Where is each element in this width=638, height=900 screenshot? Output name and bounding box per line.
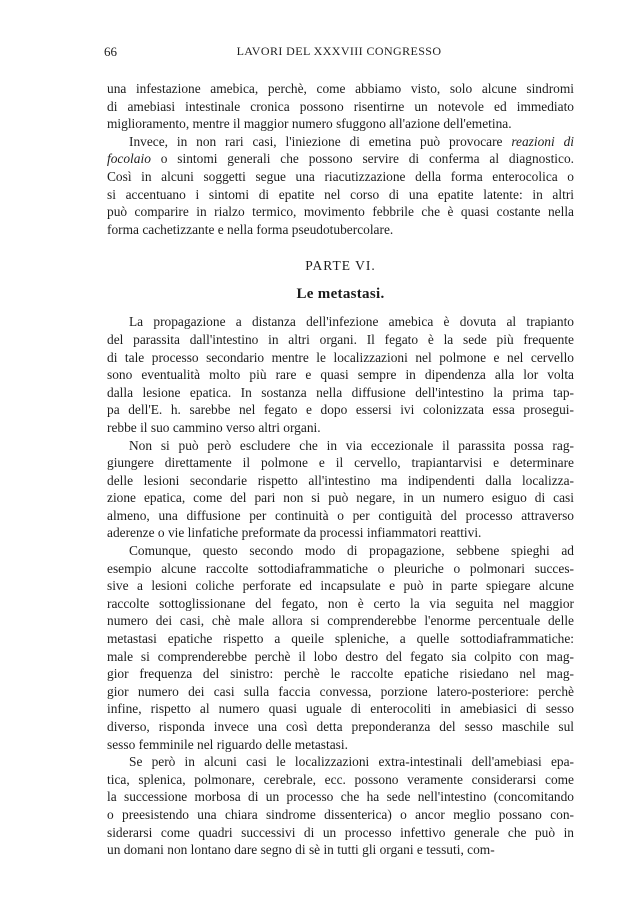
section-subtitle: Le metastasi. (296, 286, 385, 303)
page-number: 66 (104, 44, 117, 59)
text-line: esempio alcune raccolte sottodiaframmatiche o pleuriche o polmonari succes- (107, 560, 574, 576)
text-line: forma cachetizzante e nella forma pseudotubercolare. (107, 221, 394, 237)
text-line: si accentuano i sintomi di epatite nel corso di una epatite latente: in altri (107, 186, 574, 202)
text-line: La propagazione a distanza dell'infezione amebica è dovuta al trapianto (129, 314, 574, 330)
text-line: tica, splenica, polmonare, cerebrale, ecc. possono veramente considerarsi come (107, 771, 574, 787)
text-line: gior numero dei casi sulla faccia convessa, porzione latero-posteriore: perchè (107, 683, 574, 699)
text-line: metastasi epatiche rispetto a queile spleniche, a quelle sottodiaframmatiche: (107, 631, 574, 647)
text-line: o preesistendo una chiara sindrome dissenterica) o ancor meglio possano con- (107, 806, 574, 822)
text-line: Comunque, questo secondo modo di propagazione, sebbene spieghi ad (129, 543, 574, 559)
paragraphs-after-section (107, 313, 574, 858)
text-line: la successione morbosa di un processo che ha sede nell'intestino (concomitando (107, 789, 574, 805)
text-line: Così in alcuni soggetti segue una riacutizzazione della forma enterocolica o (107, 168, 574, 184)
text-line: gior frequenza del sinistro: perchè le raccolte epatiche risiedano nel mag- (107, 666, 574, 682)
running-head (104, 44, 574, 62)
text-line: infine, rispetto al numero quasi uguale di enterocoliti in amebiasici di sesso (107, 701, 574, 717)
paragraph (107, 753, 574, 859)
text-line: miglioramento, mentre il maggior numero sfuggono all'azione dell'emetina. (107, 116, 512, 132)
text-line: Invece, in non rari casi, l'iniezione di emetina può provocare reazioni di (129, 133, 574, 149)
text-line: pa dell'E. h. sarebbe nel fegato e dopo essersi ivi colonizzata essa prosegui- (107, 402, 574, 418)
text-line: almeno, una diffusione per continuità o per contiguità del processo attraverso (107, 507, 574, 523)
text-line: delle lesioni secondarie rispetto all'intestino ma indipendenti dalla localizza- (107, 472, 574, 488)
running-head-title: LAVORI DEL XXXVIII CONGRESSO (236, 44, 442, 58)
text-line: dalla lesione epatica. In sostanza nella diffusione dell'intestino la prima tap- (107, 384, 574, 400)
text-line: può comparire in rialzo termico, movimento febbrile che è quasi costante nella (107, 204, 574, 220)
body-text (107, 80, 574, 859)
text-line: focolaio o sintomi generali che possono servire di conferma al diagnostico. (107, 151, 574, 167)
text-line: di amebiasi intestinale cronica possono risentirne un notevole ed immediato (107, 98, 574, 114)
paragraphs-before-section (107, 80, 574, 238)
paragraph (107, 80, 574, 133)
text-line: diverso, risponda invece una così detta preponderanza del sesso maschile sul (107, 719, 574, 734)
text-line: un domani non lontano dare segno di sè in tutti gli organi e tessuti, com- (107, 842, 495, 858)
text-line: Se però in alcuni casi le localizzazioni extra-intestinali dell'amebiasi epa- (129, 754, 574, 770)
text-line: male si comprenderebbe perchè il lobo destro del fegato sia colpito con mag- (107, 648, 574, 664)
text-line: raccolte sottoglissionane del fegato, non è certo la via seguita nel maggior (107, 595, 574, 611)
paragraph (107, 313, 574, 436)
text-line: del parassita dall'intestino in altri organi. Il fegato è la sede più frequente (107, 331, 574, 347)
text-line: sono eventualità molto più rare e quasi sempre in dipendenza alla lor volta (107, 367, 574, 383)
paragraph (107, 542, 574, 753)
text-line: numero dei casi, chè male allora si comprenderebbe l'enorme percentuale delle (107, 613, 574, 629)
text-line: aderenze o vie linfatiche preformate da processi infiammatori reattivi. (107, 525, 482, 541)
section-title: PARTE VI. (305, 258, 376, 274)
text-line: zione epatica, come del pari non si può negare, in un numero esiguo di casi (107, 490, 574, 506)
text-line: sesso femminile nel riguardo delle metastasi. (107, 736, 348, 752)
text-line: siderarsi come quadri successivi di un processo infettivo generale che può in (107, 824, 574, 840)
text-line: una infestazione amebica, perchè, come abbiamo visto, solo alcune sindromi (107, 81, 574, 96)
paragraph (107, 437, 574, 543)
text-line: giungere direttamente il polmone e il cervello, trapiantarvisi e determinare (107, 455, 574, 471)
text-line: sive a lesioni coliche perforate ed incapsulate e può in parte spiegare alcune (107, 578, 574, 594)
text-line: rebbe il suo cammino verso altri organi. (107, 419, 321, 435)
text-line: di tale processo secondario mentre le localizzazioni nel polmone e nel cervello (107, 349, 574, 365)
text-line: Non si può però escludere che in via eccezionale il parassita possa rag- (129, 437, 574, 453)
paragraph (107, 133, 574, 239)
